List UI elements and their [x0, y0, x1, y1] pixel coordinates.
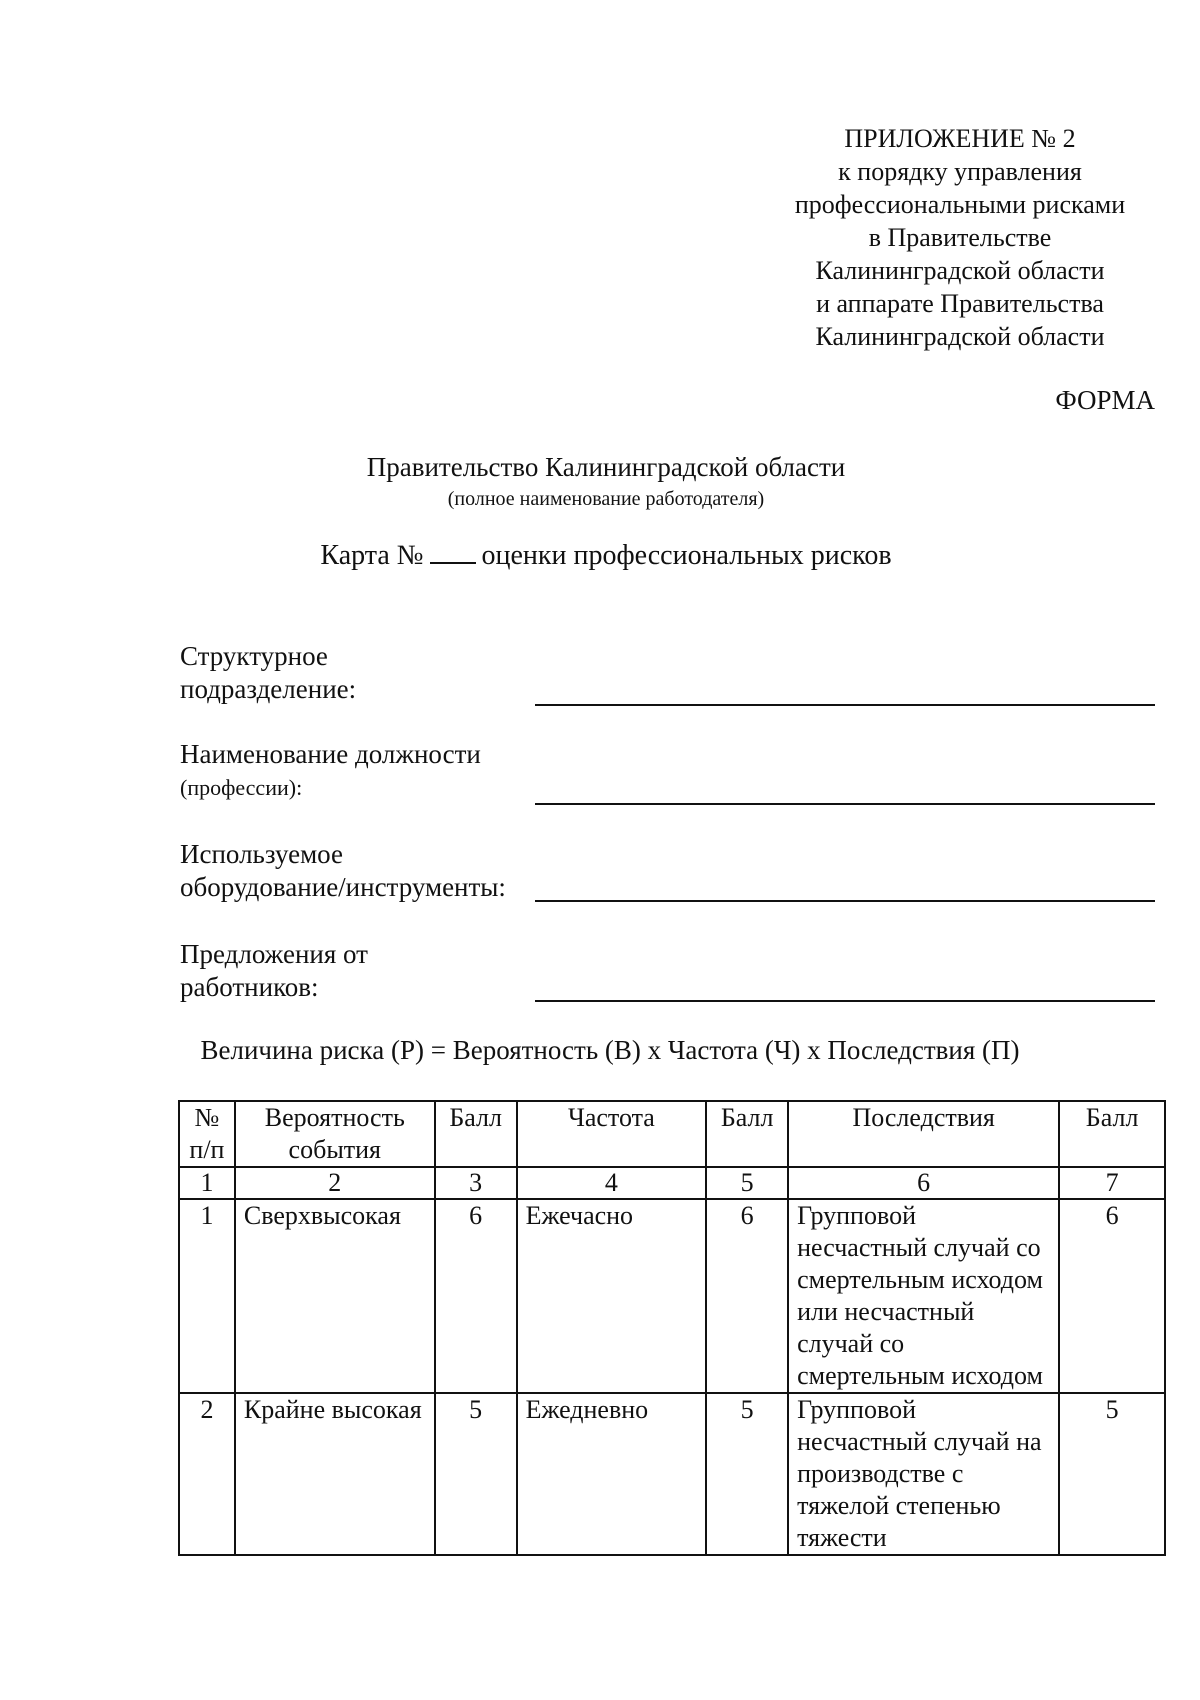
- probability-cell: Крайне высокая: [235, 1393, 435, 1555]
- score-cell: 6: [1059, 1199, 1165, 1393]
- appendix-line: профессиональными рисками: [794, 190, 1126, 219]
- field-proposals: [180, 938, 368, 1004]
- header-cell: Вероятность события: [235, 1101, 435, 1167]
- appendix-line: к порядку управления: [838, 157, 1082, 186]
- field-equipment: [180, 838, 506, 904]
- column-number: 5: [706, 1167, 788, 1199]
- column-number: 4: [517, 1167, 707, 1199]
- column-number: 6: [788, 1167, 1059, 1199]
- table-row: [179, 1199, 1165, 1393]
- risk-table: [178, 1100, 1166, 1556]
- table-row: [179, 1393, 1165, 1555]
- field-label-line1: Структурное: [180, 641, 328, 671]
- header-cell: Частота: [517, 1101, 707, 1167]
- appendix-line: и аппарате Правительства: [816, 289, 1104, 318]
- field-structural-unit: [180, 640, 356, 706]
- field-label-line2: (профессии):: [180, 775, 303, 800]
- row-number: 1: [179, 1199, 235, 1393]
- field-label-line1: Предложения от: [180, 939, 368, 969]
- frequency-cell: Ежедневно: [517, 1393, 707, 1555]
- employer-name: Правительство Калининградской области: [366, 452, 846, 482]
- column-number: 7: [1059, 1167, 1165, 1199]
- card-title-suffix: оценки профессиональных рисков: [481, 540, 892, 571]
- card-number-blank: [430, 542, 476, 564]
- header-cell: Последствия: [788, 1101, 1059, 1167]
- field-label-line2: работников:: [180, 972, 319, 1002]
- consequences-cell: Групповой несчастный случай со смертельным исходом или несчастный случай со смертельным исходом: [788, 1199, 1059, 1393]
- appendix-line: в Правительстве: [868, 223, 1052, 252]
- form-label: ФОРМА: [1055, 385, 1155, 415]
- column-number: 2: [235, 1167, 435, 1199]
- appendix-line: Калининградской области: [815, 256, 1105, 285]
- header-cell: Балл: [435, 1101, 517, 1167]
- probability-cell: Сверхвысокая: [235, 1199, 435, 1393]
- row-number: 2: [179, 1393, 235, 1555]
- header-cell: № п/п: [179, 1101, 235, 1167]
- card-title-prefix: Карта №: [320, 540, 424, 571]
- field-label-line1: Используемое: [180, 839, 343, 869]
- risk-formula: Величина риска (Р) = Вероятность (В) х Частота (Ч) х Последствия (П): [200, 1035, 1020, 1065]
- field-blank-line: [535, 803, 1155, 805]
- table-header-row: [179, 1101, 1165, 1167]
- field-label-line2: оборудование/инструменты:: [180, 872, 506, 902]
- score-cell: 5: [435, 1393, 517, 1555]
- appendix-line: Калининградской области: [815, 322, 1105, 351]
- score-cell: 5: [1059, 1393, 1165, 1555]
- score-cell: 6: [435, 1199, 517, 1393]
- field-label-line1: Наименование должности: [180, 739, 481, 769]
- field-position: [180, 738, 481, 804]
- frequency-cell: Ежечасно: [517, 1199, 707, 1393]
- score-cell: 5: [706, 1393, 788, 1555]
- appendix-line: ПРИЛОЖЕНИЕ № 2: [844, 124, 1076, 153]
- field-blank-line: [535, 900, 1155, 902]
- column-number: 3: [435, 1167, 517, 1199]
- score-cell: 6: [706, 1199, 788, 1393]
- employer-note: (полное наименование работодателя): [447, 488, 765, 510]
- field-label-line2: подразделение:: [180, 674, 357, 704]
- field-blank-line: [535, 1000, 1155, 1002]
- appendix-header: [720, 122, 1200, 353]
- consequences-cell: Групповой несчастный случай на производстве с тяжелой степенью тяжести: [788, 1393, 1059, 1555]
- column-number-row: [179, 1167, 1165, 1199]
- card-title: [76, 540, 1136, 572]
- header-cell: Балл: [1059, 1101, 1165, 1167]
- field-blank-line: [535, 704, 1155, 706]
- header-cell: Балл: [706, 1101, 788, 1167]
- column-number: 1: [179, 1167, 235, 1199]
